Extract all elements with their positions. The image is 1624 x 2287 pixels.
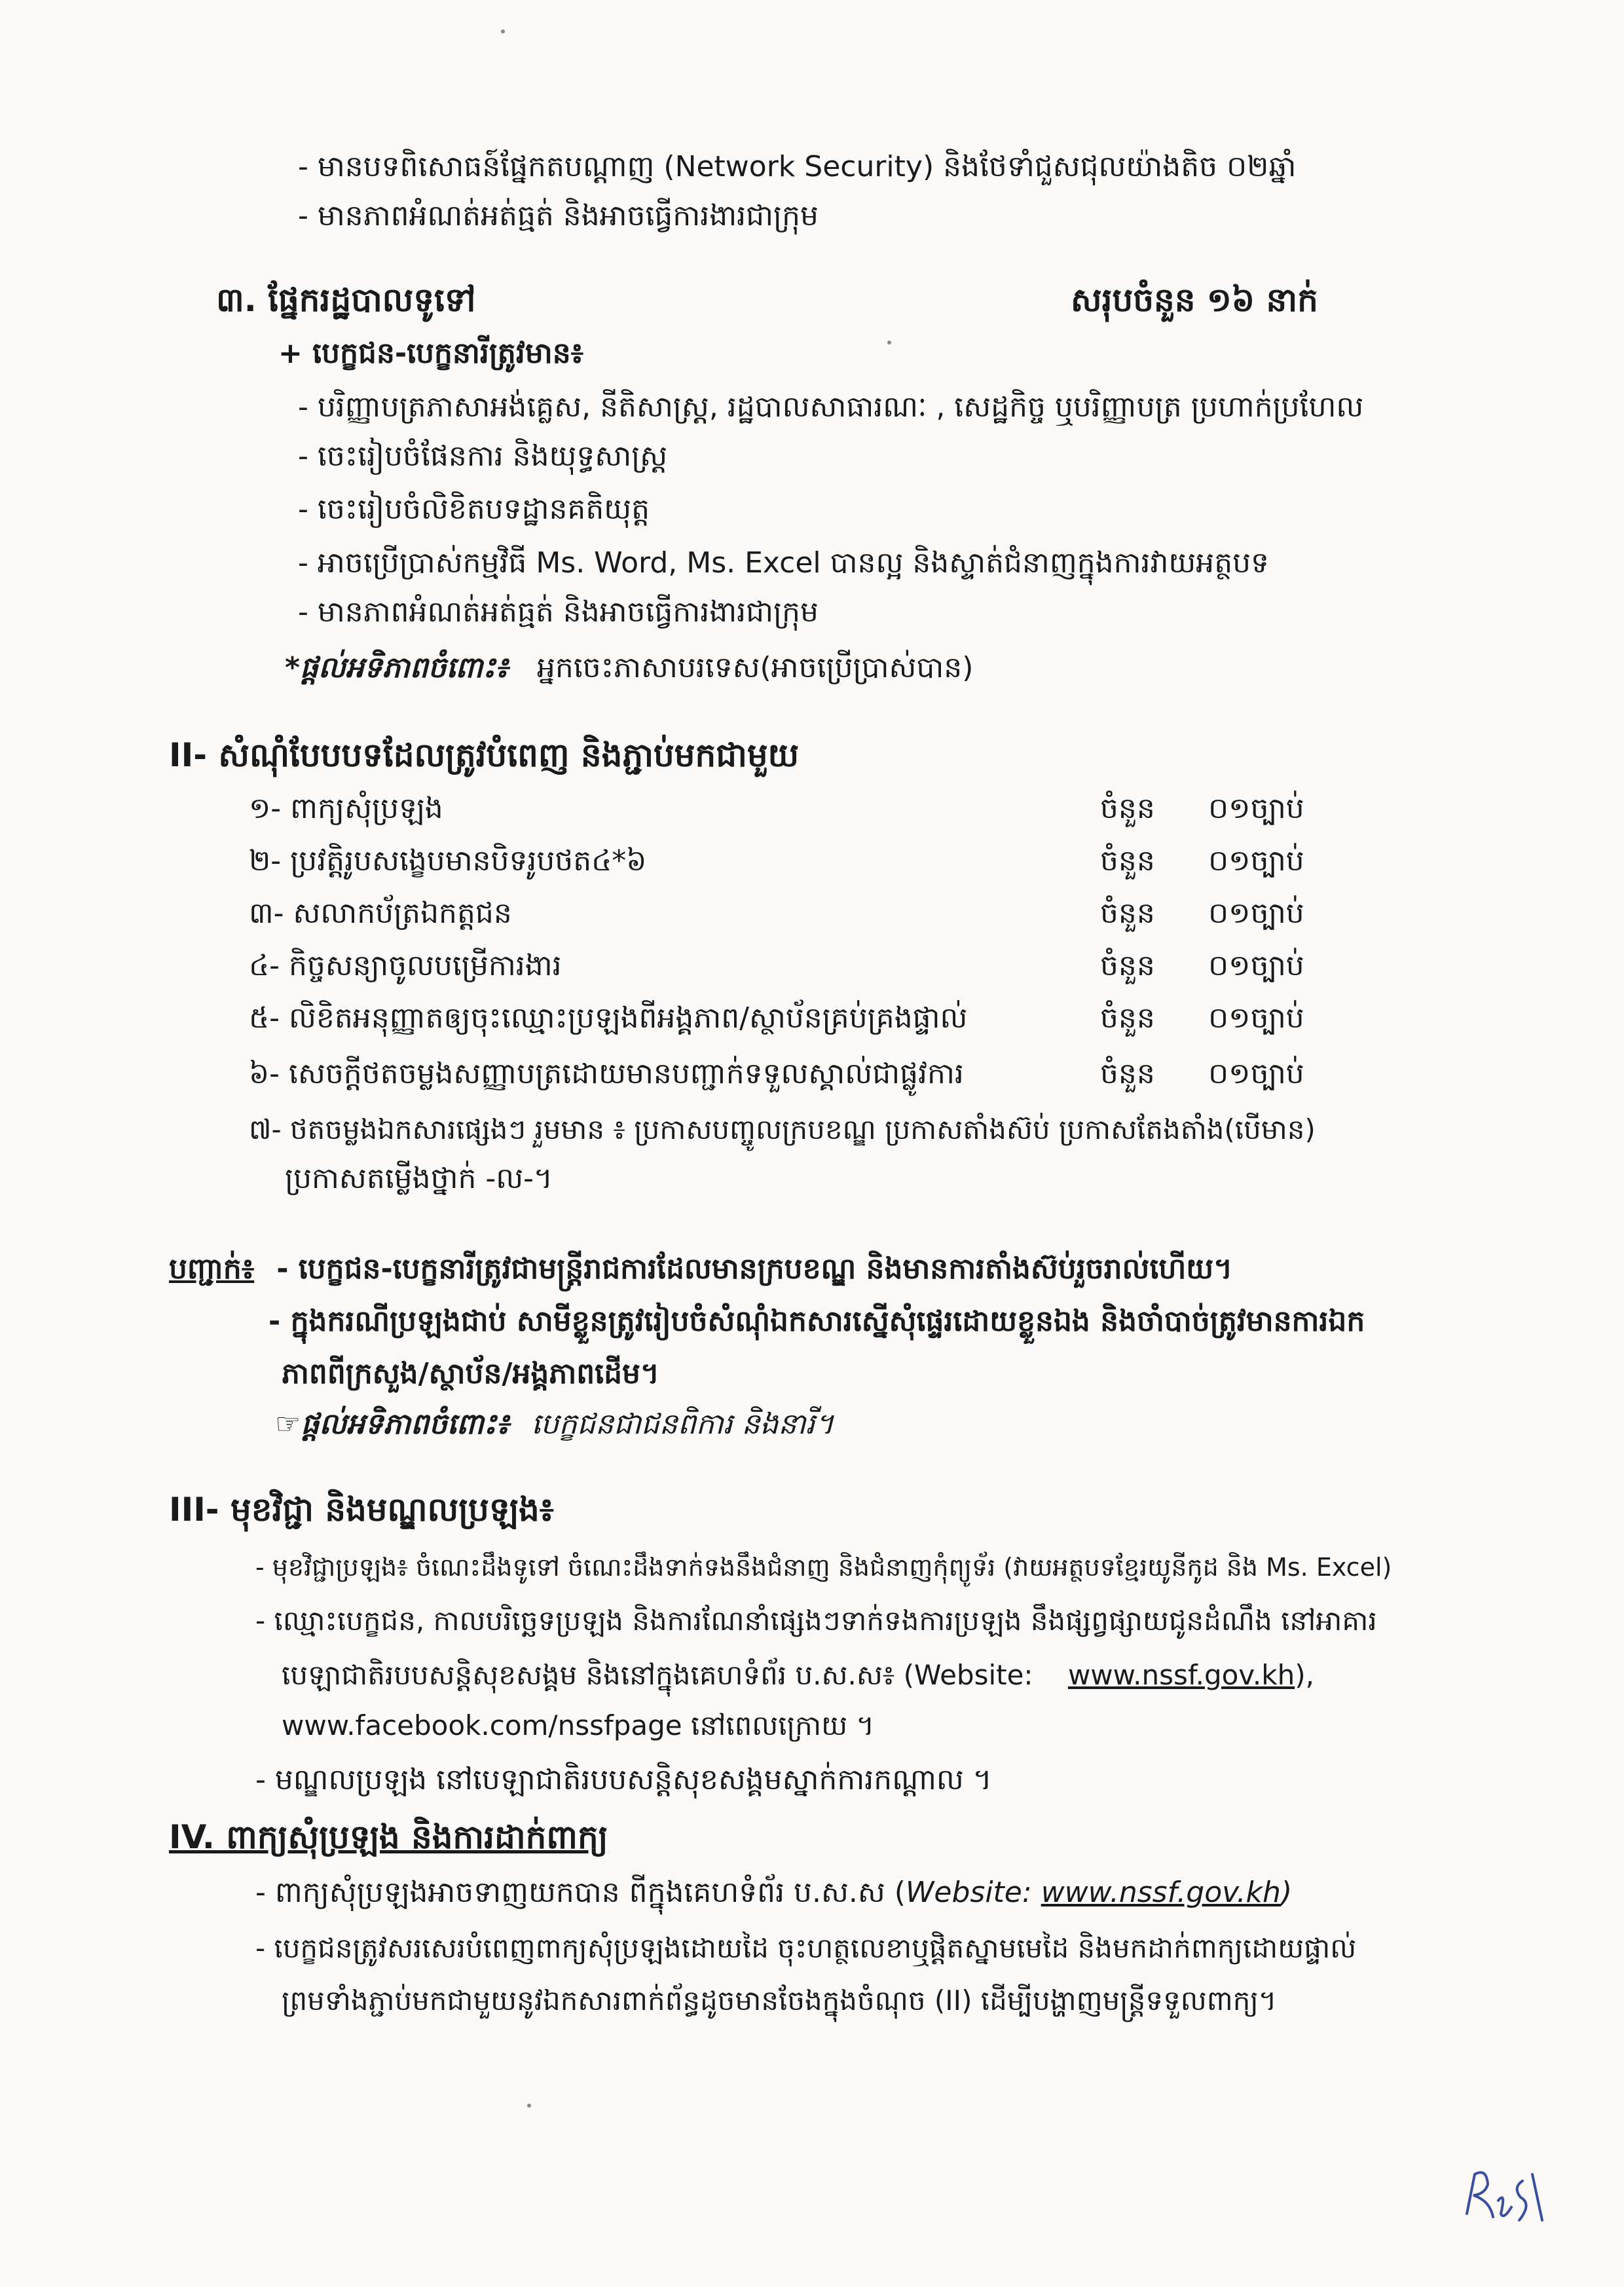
nssf-website-link[interactable]: www.nssf.gov.kh xyxy=(1067,1659,1295,1691)
note-priority xyxy=(275,1405,834,1444)
bullet-teamwork-1: - មានភាពអំណត់អត់ធ្មត់ និងអាចធ្វើការងារជាក្រុម xyxy=(298,199,819,232)
scan-speck xyxy=(527,2104,531,2108)
list-item-qty-word: ចំនួន xyxy=(1100,844,1155,878)
list-item-qty-word: ចំនួន xyxy=(1100,949,1155,982)
section-IV-line1 xyxy=(255,1873,1292,1912)
list-item-label: ១- ពាក្យសុំប្រឡង xyxy=(249,792,443,825)
section-IV-line1-text: - ពាក្យសុំប្រឡងអាចទាញយកបាន ពីក្នុងគេហទំព័រ ប.ស.ស ( xyxy=(255,1876,906,1909)
list-item-qty: ០១ច្បាប់ xyxy=(1208,1057,1304,1090)
section-III-line2: - ឈ្មោះបេក្ខជន, កាលបរិច្ឆេទប្រឡង និងការណែនាំផ្សេងៗទាក់ទងការប្រឡង នឹងផ្សព្វផ្សាយជូនដំណឹង នៅអាគារ xyxy=(255,1605,1377,1637)
section-IV-line2: - បេក្ខជនត្រូវសរសេរបំពេញពាក្យសុំប្រឡងដោយដៃ ចុះហត្ថលេខាឬផ្តិតស្នាមមេដៃ និងមកដាក់ពាក្យដោយផ្ទាល់ xyxy=(255,1932,1357,1964)
section-3-subheading: + បេក្ខជន-បេក្ខនារីត្រូវមាន៖ xyxy=(278,337,583,370)
note-label: បញ្ជាក់៖ xyxy=(169,1252,255,1286)
list-item-label: ៥- លិខិតអនុញ្ញាតឲ្យចុះឈ្មោះប្រឡងពីអង្គភាព/ស្ថាប័នគ្រប់គ្រងផ្ទាល់ xyxy=(249,1001,968,1035)
handwritten-initials xyxy=(1460,2161,1552,2227)
list-item-qty-word: ចំនួន xyxy=(1100,1001,1155,1035)
list-item-7-line2: ប្រកាសតម្លើងថ្នាក់ -ល-។ xyxy=(285,1162,553,1195)
list-item-qty: ០១ច្បាប់ xyxy=(1208,897,1304,930)
note-line3: ភាពពីក្រសួង/ស្ថាប័ន/អង្គភាពដើម។ xyxy=(282,1357,659,1390)
list-item-7-line1: ៧- ថតចម្លងឯកសារផ្សេងៗ រួមមាន ៖ ប្រកាសបញ្ចូលក្របខណ្ឌ ប្រកាសតាំងស៊ប់ ប្រកាសតែងតាំង(បើមាន) xyxy=(249,1113,1316,1145)
nssf-website-link[interactable]: www.nssf.gov.kh xyxy=(1041,1876,1281,1909)
website-label: Website: xyxy=(905,1876,1032,1909)
list-item-qty-word: ចំនួន xyxy=(1100,792,1155,825)
section-III-line1: - មុខវិជ្ជាប្រឡង៖ ចំណេះដឹងទូទៅ ចំណេះដឹងទាក់ទងនឹងជំនាញ និងជំនាញកុំព្យូទ័រ (វាយអត្ថបទខ្មែរយូនីកូដ និង Ms. Excel) xyxy=(255,1553,1392,1582)
facebook-link[interactable]: www.facebook.com/nssfpage នៅពេលក្រោយ ។ xyxy=(282,1709,875,1741)
section-3-priority xyxy=(285,648,973,688)
section-3-bullet: - មានភាពអំណត់អត់ធ្មត់ និងអាចធ្វើការងារជាក្រុម xyxy=(298,595,819,629)
section-III-line3-end: ), xyxy=(1295,1659,1314,1691)
list-item-qty-word: ចំនួន xyxy=(1100,897,1155,930)
bullet-network-security: - មានបទពិសោធន៍ផ្នែកតបណ្ដាញ (Network Security) និងថែទាំជួសជុលយ៉ាងតិច ០២ឆ្នាំ xyxy=(298,150,1297,183)
note-line2: - ក្នុងករណីប្រឡងជាប់ សាមីខ្លួនត្រូវរៀបចំសំណុំឯកសារស្នើសុំផ្ទេរដោយខ្លួនឯង និងចាំបាច់ត្រូវមានការឯក xyxy=(268,1305,1365,1338)
pointing-hand-icon: ☞ផ្តល់អទិភាពចំពោះ៖ xyxy=(275,1407,509,1441)
priority-label: *ផ្តល់អទិភាពចំពោះ៖ xyxy=(285,651,508,684)
section-3-bullet: - ចេះរៀបចំលិខិតបទដ្ឋានគតិយុត្ត xyxy=(298,493,650,526)
section-III-line3 xyxy=(282,1656,1314,1695)
section-III-line3-text: បេឡាជាតិរបបសន្តិសុខសង្គម និងនៅក្នុងគេហទំព័រ ប.ស.ស៖ (Website: xyxy=(282,1659,1033,1691)
list-item-label: ៤- កិច្ចសន្យាចូលបម្រើការងារ xyxy=(249,949,562,982)
list-item-qty: ០១ច្បាប់ xyxy=(1208,1001,1304,1035)
note-line1 xyxy=(169,1250,1232,1289)
priority-text: អ្នកចេះភាសាបរទេស(អាចប្រើប្រាស់បាន) xyxy=(536,651,974,684)
section-III-heading: III- មុខវិជ្ជា និងមណ្ឌលប្រឡង៖ xyxy=(169,1491,554,1529)
list-item-label: ៣- សលាកប័ត្រឯកត្តជន xyxy=(249,897,512,930)
scan-speck xyxy=(887,341,891,344)
section-IV-heading: IV. ពាក្យសុំប្រឡង និងការដាក់ពាក្យ xyxy=(169,1818,608,1856)
scan-speck xyxy=(501,29,505,33)
section-3-bullet: - បរិញ្ញាបត្រភាសាអង់គ្លេស, នីតិសាស្ត្រ, រដ្ឋបាលសាធារណៈ , សេដ្ឋកិច្ច ឬបរិញ្ញាបត្រ ប្រហាក់ប្រហែល xyxy=(298,390,1364,424)
list-item-qty-word: ចំនួន xyxy=(1100,1057,1155,1090)
list-item-label: ២- ប្រវត្តិរូបសង្ខេបមានបិទរូបថត៤*៦ xyxy=(249,844,647,878)
section-3-bullet: - ចេះរៀបចំផែនការ និងយុទ្ធសាស្ត្រ xyxy=(298,439,668,473)
list-item-label: ៦- សេចក្តីថតចម្លងសញ្ញាបត្រដោយមានបញ្ជាក់ទទួលស្គាល់ជាផ្លូវការ xyxy=(249,1057,964,1090)
note-priority-text: បេក្ខជនជាជនពិការ និងនារី។ xyxy=(531,1407,834,1441)
section-IV-line1-end: ) xyxy=(1280,1876,1293,1909)
note-text: - បេក្ខជន-បេក្ខនារីត្រូវជាមន្ត្រីរាជការដែលមានក្របខណ្ឌ និងមានការតាំងស៊ប់រួចរាល់ហើយ។ xyxy=(276,1252,1233,1286)
section-II-heading: II- សំណុំបែបបទដែលត្រូវបំពេញ និងភ្ជាប់មកជាមួយ xyxy=(169,736,800,774)
section-3-total: សរុបចំនួន ១៦ នាក់ xyxy=(1071,281,1318,319)
section-3-bullet: - អាចប្រើប្រាស់កម្មវិធី Ms. Word, Ms. Excel បានល្អ និងស្ទាត់ជំនាញក្នុងការវាយអត្ថបទ xyxy=(298,546,1269,580)
list-item-qty: ០១ច្បាប់ xyxy=(1208,792,1304,825)
list-item-qty: ០១ច្បាប់ xyxy=(1208,949,1304,982)
section-3-heading: ៣. ផ្នែករដ្ឋបាលទូទៅ xyxy=(216,281,476,319)
list-item-qty: ០១ច្បាប់ xyxy=(1208,844,1304,878)
section-III-line5: - មណ្ឌលប្រឡង នៅបេឡាជាតិរបបសន្តិសុខសង្គមស្នាក់ការកណ្តាល ។ xyxy=(255,1763,992,1796)
section-IV-line3: ព្រមទាំងភ្ជាប់មកជាមួយនូវឯកសារពាក់ព័ន្ធដូចមានចែងក្នុងចំណុច (II) ដើម្បីបង្ហាញមន្ត្រីទទួលពាក្យ។ xyxy=(282,1984,1277,2017)
